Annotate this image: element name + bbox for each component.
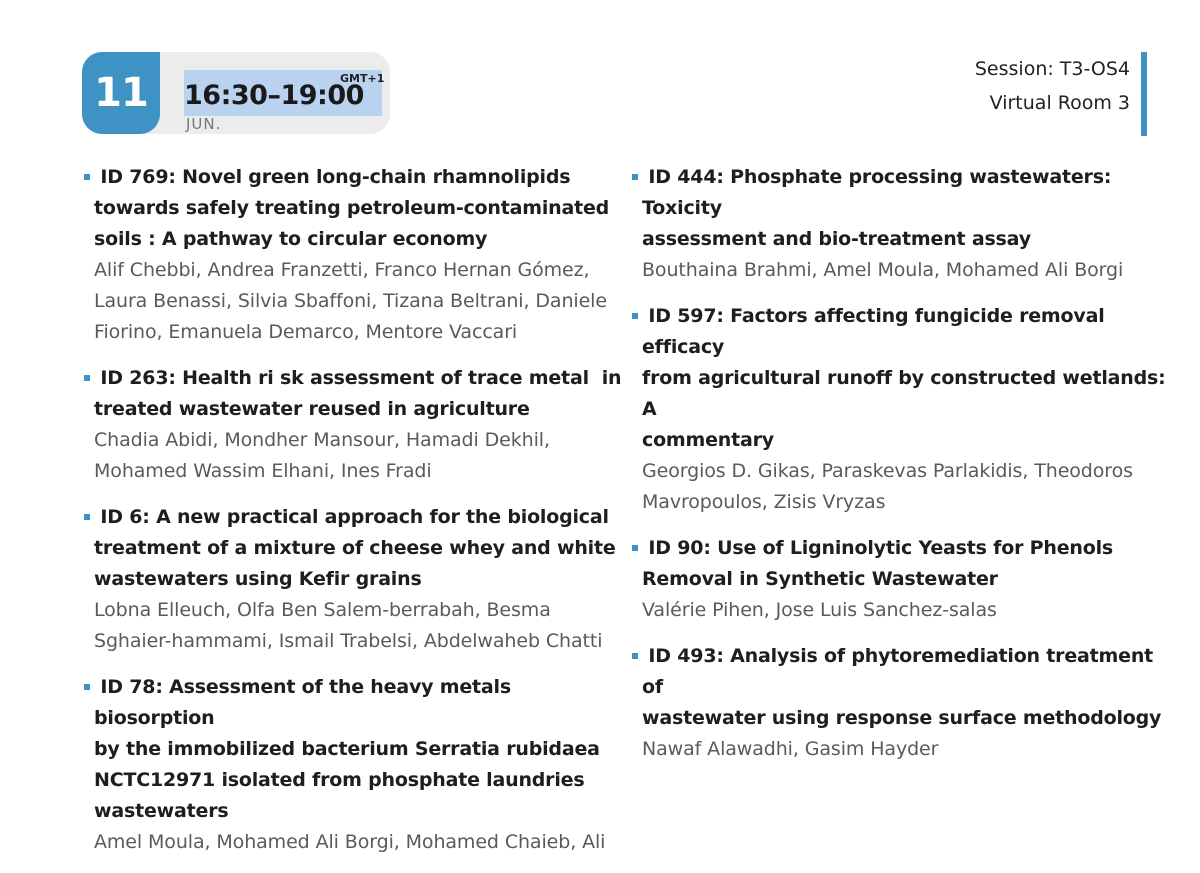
talk-item [630, 162, 1170, 286]
talk-title: ID 769: Novel green long-chain rhamnolipids towards safely treating petroleum-contaminated soils : A pathway to circular economy [94, 166, 610, 250]
bullet-icon [84, 174, 90, 180]
talk-authors: Alif Chebbi, Andrea Franzetti, Franco Hernan Gómez, Laura Benassi, Silvia Sbaffoni, Tizana Beltrani, Daniele Fiorino, Emanuela Demarco, Mentore Vaccari [94, 259, 607, 343]
bullet-icon [84, 375, 90, 381]
left-talk-column [82, 162, 622, 873]
bullet-icon [84, 684, 90, 690]
talk-authors: Lobna Elleuch, Olfa Ben Salem-berrabah, Besma Sghaier-hammami, Ismail Trabelsi, Abdelwaheb Chatti [94, 599, 603, 652]
session-info [975, 58, 1130, 114]
talk-authors: Nawaf Alawadhi, Gasim Hayder [642, 738, 939, 760]
bullet-icon [632, 313, 638, 319]
talk-title: ID 444: Phosphate processing wastewaters: Toxicity assessment and bio-treatment assay [642, 166, 1112, 250]
talk-authors: Chadia Abidi, Mondher Mansour, Hamadi Dekhil, Mohamed Wassim Elhani, Ines Fradi [94, 429, 550, 482]
talk-title: ID 90: Use of Ligninolytic Yeasts for Phenols Removal in Synthetic Wastewater [642, 537, 1113, 590]
talk-item [630, 533, 1170, 626]
room-label: Virtual Room 3 [989, 92, 1130, 114]
talk-authors: Amel Moula, Mohamed Ali Borgi, Mohamed Chaieb, Ali [94, 831, 606, 853]
talk-authors: Bouthaina Brahmi, Amel Moula, Mohamed Ali Borgi [642, 259, 1124, 281]
bullet-icon [632, 174, 638, 180]
month-label: JUN. [186, 115, 222, 133]
session-accent-bar [1141, 52, 1147, 136]
bullet-icon [84, 514, 90, 520]
talk-item [82, 162, 622, 348]
talk-title: ID 78: Assessment of the heavy metals biosorption by the immobilized bacterium Serratia rubidaea NCTC12971 isolated from phosphate laundries wastewaters [94, 676, 600, 822]
talk-authors: Valérie Pihen, Jose Luis Sanchez-salas [642, 599, 997, 621]
talk-item [630, 301, 1170, 518]
right-talk-column [630, 162, 1170, 780]
session-code: Session: T3-OS4 [974, 58, 1130, 80]
date-block [82, 52, 392, 136]
talk-title: ID 493: Analysis of phytoremediation treatment of wastewater using response surface methodology [642, 645, 1162, 729]
bullet-icon [632, 653, 638, 659]
bullet-icon [632, 545, 638, 551]
talk-item [630, 641, 1170, 765]
talk-title: ID 6: A new practical approach for the biological treatment of a mixture of cheese whey and white wastewaters using Kefir grains [94, 506, 616, 590]
talk-title: ID 263: Health ri sk assessment of trace metal in treated wastewater reused in agriculture [94, 367, 622, 420]
talk-item [82, 672, 622, 858]
talk-item [82, 502, 622, 657]
talk-authors: Georgios D. Gikas, Paraskevas Parlakidis, Theodoros Mavropoulos, Zisis Vryzas [642, 460, 1133, 513]
day-number: 11 [82, 52, 160, 134]
talk-item [82, 363, 622, 487]
timezone-label: GMT+1 [340, 72, 385, 85]
talk-title: ID 597: Factors affecting fungicide removal efficacy from agricultural runoff by constructed wetlands: A commentary [642, 305, 1166, 451]
time-range: 16:30–19:00 [184, 80, 364, 111]
